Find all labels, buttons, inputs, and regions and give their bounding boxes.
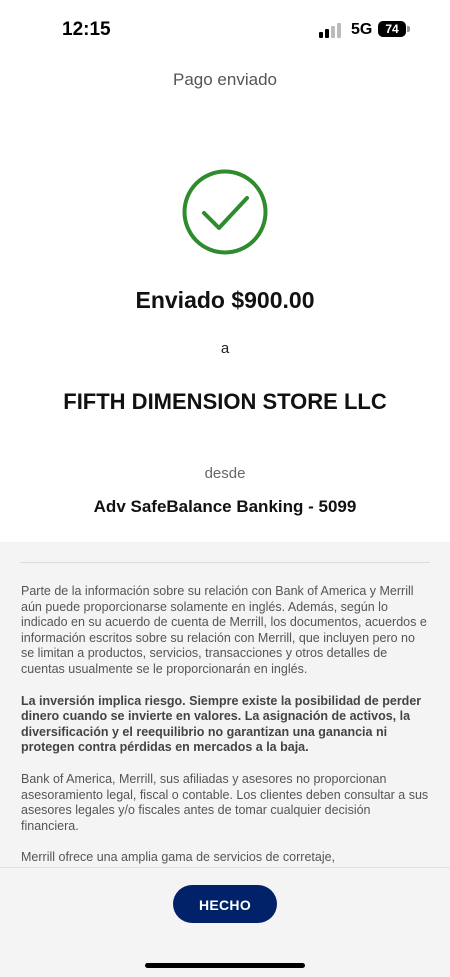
checkmark-circle-icon [182, 169, 268, 255]
status-time: 12:15 [62, 19, 111, 40]
battery-tip [407, 26, 410, 32]
done-button[interactable]: HECHO [173, 885, 277, 923]
disclosure-text [21, 584, 431, 867]
recipient-name: FIFTH DIMENSION STORE LLC [63, 389, 387, 414]
footer [0, 867, 450, 977]
page-title: Pago enviado [173, 70, 277, 89]
network-type: 5G [351, 21, 373, 38]
disclosure-paragraph-services: Merrill ofrece una amplia gama de servicios de corretaje, [21, 850, 336, 865]
status-bar [0, 0, 450, 60]
battery-icon [378, 21, 406, 37]
source-account: Adv SafeBalance Banking - 5099 [93, 497, 357, 516]
disclosure-paragraph-language: Parte de la información sobre su relación con Bank of America y Merrill aún puede proporcionarse solamente en inglés. Además, según lo indicado en su acuerdo de cuenta de Merrill, los documentos, acuerdos e información escritos sobre su relación con Merrill, que incluyen pero no se limitan a productos, servicios, transacciones y otros detalles de cuentas usualmente se le proporcionarán en inglés. [21, 584, 427, 676]
battery-level: 74 [385, 22, 399, 36]
payment-amount: Enviado $900.00 [135, 287, 315, 313]
from-label: desde [204, 465, 246, 482]
divider [20, 562, 430, 563]
disclosure-paragraph-advice: Bank of America, Merrill, sus afiliadas y asesores no proporcionan asesoramiento legal, fiscal o contable. Los clientes deben consultar a sus asesores legales y/o fiscales antes de tomar cualquier decisión financiera. [21, 771, 429, 833]
disclosure-section[interactable] [0, 542, 450, 867]
signal-strength-icon [319, 22, 345, 38]
disclosure-paragraph-risk: La inversión implica riesgo. Siempre existe la posibilidad de perder dinero cuando se invierte en valores. La asignación de activos, la diversificación y el reequilibrio no garantizan una ganancia ni protegen contra pérdidas en mercados a la baja. [21, 693, 422, 755]
home-indicator[interactable] [145, 963, 305, 968]
to-label: a [220, 340, 230, 357]
